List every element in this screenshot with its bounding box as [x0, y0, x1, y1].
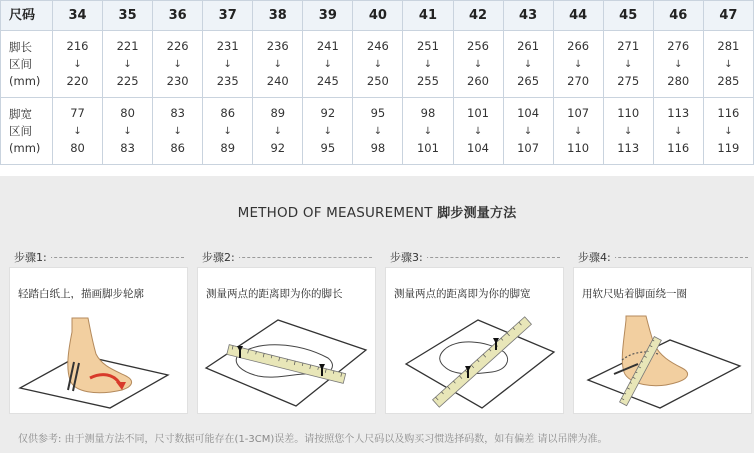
range-min: 110: [617, 106, 640, 120]
length-range-cell: [53, 31, 103, 98]
length-range-cell: [253, 31, 303, 98]
length-range-cell: [653, 31, 703, 98]
down-arrow-icon: ↓: [624, 59, 633, 70]
divider: [232, 257, 372, 258]
width-range-cell: [453, 98, 503, 165]
range-max: 86: [170, 141, 185, 155]
step-label: 步骤2:: [202, 249, 239, 265]
down-arrow-icon: ↓: [674, 126, 683, 137]
label-line: (mm): [9, 73, 41, 88]
range-max: 119: [717, 141, 740, 155]
range-min: 216: [66, 39, 89, 53]
size-header-label: 尺码: [1, 1, 53, 31]
down-arrow-icon: ↓: [123, 126, 132, 137]
size-cell: 39: [303, 1, 353, 31]
range-min: 266: [567, 39, 590, 53]
size-table: [0, 0, 754, 165]
divider: [44, 257, 184, 258]
range-max: 107: [517, 141, 540, 155]
width-range-cell: [703, 98, 753, 165]
width-range-cell: [253, 98, 303, 165]
down-arrow-icon: ↓: [674, 59, 683, 70]
range-min: 107: [567, 106, 590, 120]
size-cell: 41: [403, 1, 453, 31]
down-arrow-icon: ↓: [73, 126, 82, 137]
range-max: 255: [416, 74, 439, 88]
width-range-cell: [103, 98, 153, 165]
size-cell: 40: [353, 1, 403, 31]
foot-width-label: [1, 98, 53, 165]
step-2: [192, 244, 372, 412]
length-range-cell: [603, 31, 653, 98]
range-min: 261: [517, 39, 540, 53]
step-label: 步骤1:: [14, 249, 51, 265]
range-min: 80: [120, 106, 135, 120]
size-header-row: [1, 1, 754, 31]
down-arrow-icon: ↓: [323, 126, 333, 137]
label-line: 脚宽: [9, 106, 32, 121]
width-range-cell: [53, 98, 103, 165]
step-card: [573, 267, 752, 414]
down-arrow-icon: ↓: [573, 59, 583, 70]
method-title-en: METHOD OF MEASUREMENT: [237, 205, 433, 221]
step-label: 步骤4:: [578, 249, 615, 265]
down-arrow-icon: ↓: [273, 59, 282, 70]
range-max: 83: [120, 141, 135, 155]
length-range-cell: [203, 31, 253, 98]
down-arrow-icon: ↓: [173, 59, 182, 70]
step-label: 步骤3:: [390, 249, 427, 265]
down-arrow-icon: ↓: [473, 126, 483, 137]
range-min: 95: [370, 106, 386, 120]
length-range-cell: [503, 31, 553, 98]
range-max: 235: [216, 74, 239, 88]
range-min: 89: [270, 106, 286, 120]
range-min: 98: [420, 106, 436, 120]
down-arrow-icon: ↓: [373, 59, 383, 70]
step-card: [9, 267, 188, 414]
range-max: 245: [316, 74, 339, 88]
length-range-cell: [303, 31, 353, 98]
size-cell: 46: [653, 1, 703, 31]
foot-length-illustration: [198, 310, 375, 410]
range-max: 280: [667, 74, 690, 88]
range-max: 104: [467, 141, 489, 155]
foot-width-illustration: [386, 310, 563, 410]
label-line: 区间: [9, 56, 32, 71]
range-max: 110: [567, 141, 590, 155]
range-min: 236: [266, 39, 289, 53]
range-max: 92: [270, 141, 286, 155]
range-min: 92: [320, 106, 336, 120]
length-range-cell: [103, 31, 153, 98]
size-cell: 36: [153, 1, 203, 31]
size-cell: 42: [453, 1, 503, 31]
label-line: (mm): [9, 140, 41, 155]
range-min: 276: [667, 39, 690, 53]
size-cell: 47: [703, 1, 753, 31]
length-range-cell: [553, 31, 603, 98]
down-arrow-icon: ↓: [223, 59, 232, 70]
size-cell: 43: [503, 1, 553, 31]
range-max: 220: [66, 74, 89, 88]
range-max: 98: [370, 141, 386, 155]
range-max: 260: [467, 74, 489, 88]
range-max: 270: [567, 74, 590, 88]
step-description: 轻踏白纸上，描画脚步轮廓: [18, 288, 144, 300]
range-min: 104: [517, 106, 540, 120]
range-min: 231: [216, 39, 239, 53]
range-max: 265: [517, 74, 540, 88]
width-range-cell: [503, 98, 553, 165]
range-max: 80: [70, 141, 85, 155]
down-arrow-icon: ↓: [323, 59, 333, 70]
label-line: 区间: [9, 123, 32, 138]
range-max: 116: [667, 141, 690, 155]
range-max: 285: [717, 74, 740, 88]
down-arrow-icon: ↓: [473, 59, 483, 70]
size-cell: 37: [203, 1, 253, 31]
range-max: 275: [617, 74, 640, 88]
down-arrow-icon: ↓: [373, 126, 383, 137]
step-1: [4, 244, 184, 412]
size-cell: 34: [53, 1, 103, 31]
length-range-cell: [703, 31, 753, 98]
range-max: 240: [266, 74, 289, 88]
step-card: [197, 267, 376, 414]
size-cell: 44: [553, 1, 603, 31]
range-min: 221: [116, 39, 139, 53]
range-min: 83: [170, 106, 185, 120]
down-arrow-icon: ↓: [573, 126, 583, 137]
width-range-cell: [553, 98, 603, 165]
range-max: 101: [416, 141, 439, 155]
method-title: [0, 202, 754, 221]
divider: [420, 257, 560, 258]
range-min: 241: [316, 39, 339, 53]
range-min: 256: [467, 39, 489, 53]
step-3: [380, 244, 560, 412]
down-arrow-icon: ↓: [123, 59, 132, 70]
length-range-cell: [453, 31, 503, 98]
length-range-cell: [153, 31, 203, 98]
range-max: 225: [116, 74, 139, 88]
range-max: 250: [366, 74, 389, 88]
range-min: 101: [467, 106, 489, 120]
range-min: 116: [717, 106, 740, 120]
wrap-tape-illustration: [574, 310, 751, 410]
label-line: 脚长: [9, 39, 32, 54]
down-arrow-icon: ↓: [423, 59, 433, 70]
range-min: 77: [70, 106, 85, 120]
down-arrow-icon: ↓: [273, 126, 282, 137]
down-arrow-icon: ↓: [173, 126, 182, 137]
range-min: 251: [416, 39, 439, 53]
width-range-cell: [353, 98, 403, 165]
range-max: 95: [320, 141, 336, 155]
range-min: 86: [220, 106, 236, 120]
down-arrow-icon: ↓: [223, 126, 232, 137]
down-arrow-icon: ↓: [523, 59, 533, 70]
range-min: 271: [617, 39, 640, 53]
width-range-cell: [603, 98, 653, 165]
down-arrow-icon: ↓: [523, 126, 533, 137]
step-description: 用软尺贴着脚面绕一圈: [582, 288, 687, 300]
reference-note: 仅供参考: 由于测量方法不同，尺寸数据可能存在(1-3CM)误差。请按照您个人尺码以及购买习惯选择码数，如有偏差 请以吊牌为准。: [18, 434, 608, 445]
size-cell: 35: [103, 1, 153, 31]
size-cell: 38: [253, 1, 303, 31]
foot-length-row: [1, 31, 754, 98]
step-card: [385, 267, 564, 414]
range-max: 113: [617, 141, 640, 155]
range-min: 281: [717, 39, 740, 53]
step-description: 测量两点的距离即为你的脚宽: [394, 288, 531, 300]
foot-width-row: [1, 98, 754, 165]
range-min: 113: [667, 106, 690, 120]
length-range-cell: [403, 31, 453, 98]
step-description: 测量两点的距离即为你的脚长: [206, 288, 343, 300]
down-arrow-icon: ↓: [73, 59, 82, 70]
width-range-cell: [653, 98, 703, 165]
measurement-panel: [0, 176, 754, 453]
foot-length-label: [1, 31, 53, 98]
trace-outline-illustration: [10, 310, 187, 410]
method-title-cn: 脚步测量方法: [437, 206, 517, 221]
down-arrow-icon: ↓: [624, 126, 633, 137]
width-range-cell: [403, 98, 453, 165]
down-arrow-icon: ↓: [423, 126, 433, 137]
range-min: 226: [166, 39, 189, 53]
step-4: [568, 244, 748, 412]
width-range-cell: [203, 98, 253, 165]
range-max: 230: [166, 74, 189, 88]
width-range-cell: [303, 98, 353, 165]
range-min: 246: [366, 39, 389, 53]
divider: [608, 257, 748, 258]
size-cell: 45: [603, 1, 653, 31]
length-range-cell: [353, 31, 403, 98]
width-range-cell: [153, 98, 203, 165]
down-arrow-icon: ↓: [724, 59, 733, 70]
range-max: 89: [220, 141, 236, 155]
down-arrow-icon: ↓: [724, 126, 733, 137]
